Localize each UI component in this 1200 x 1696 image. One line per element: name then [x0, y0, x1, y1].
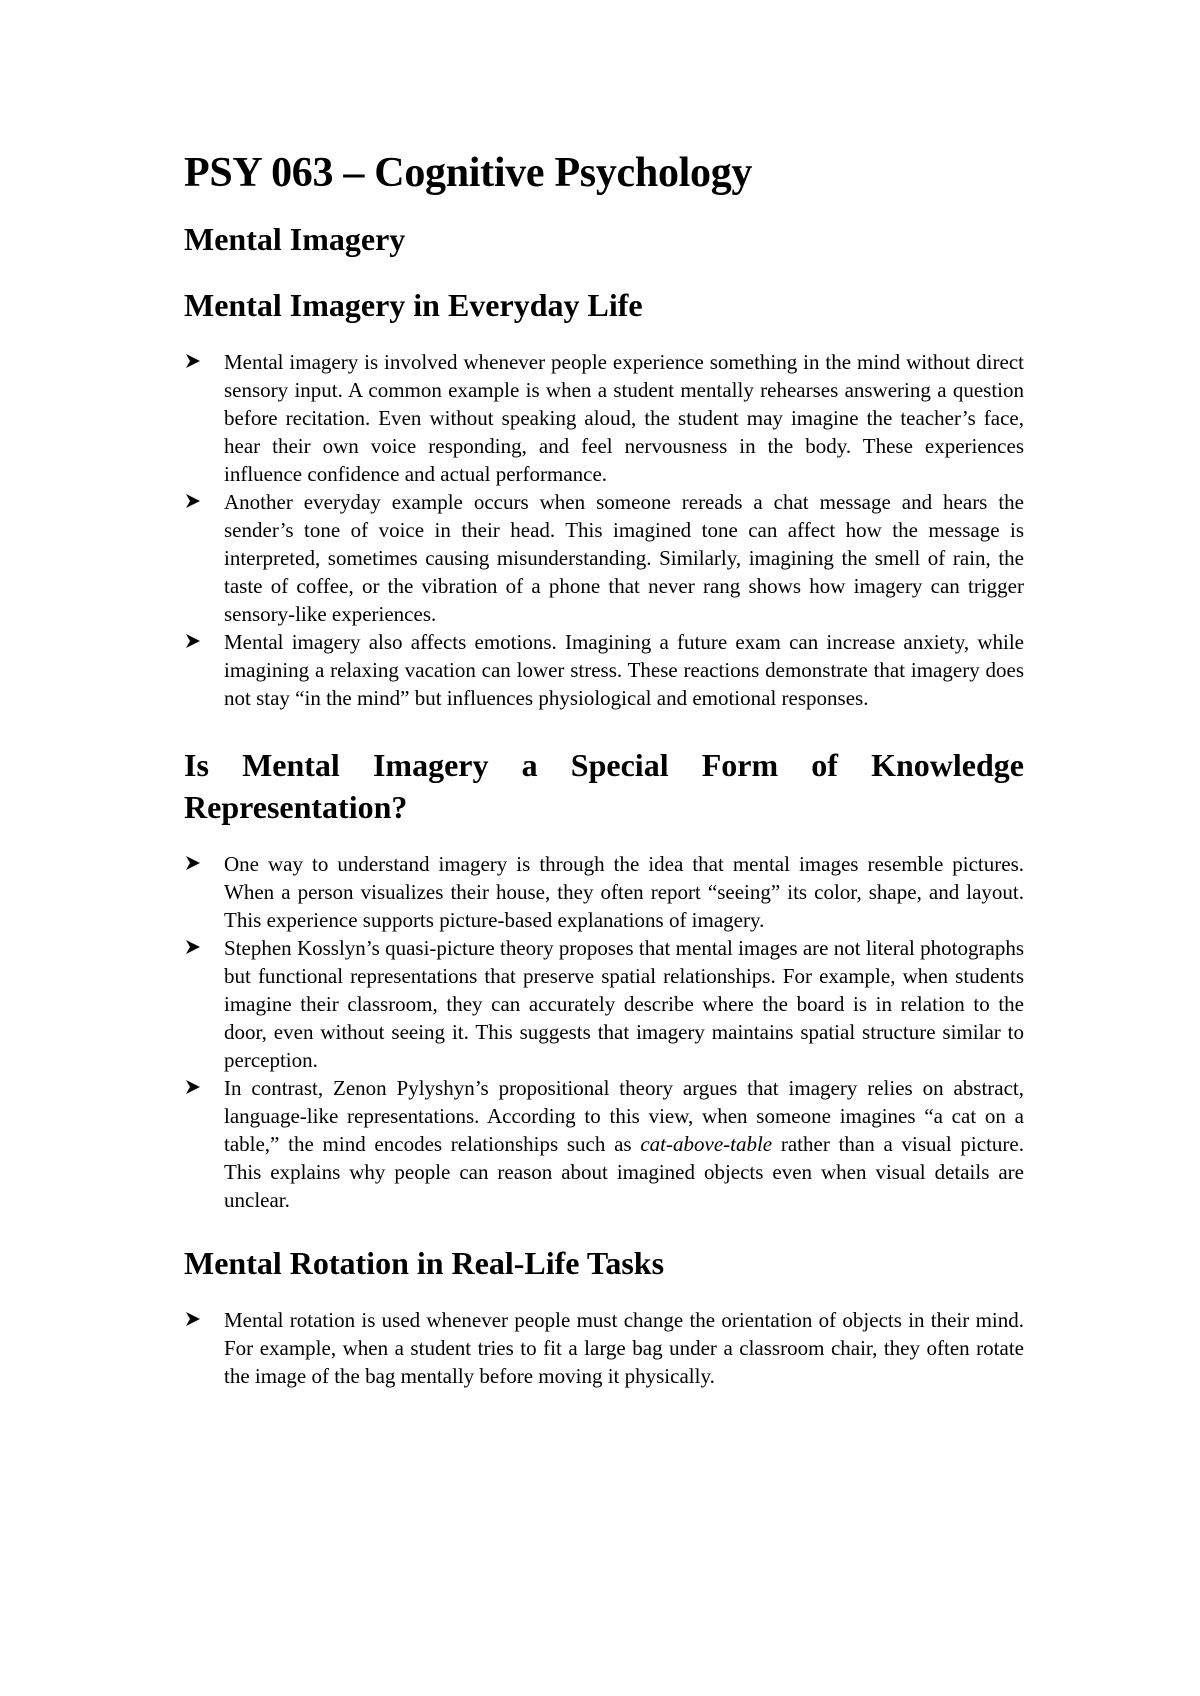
- arrowhead-bullet-icon: [185, 1306, 205, 1334]
- list-item-text: [224, 1076, 1024, 1212]
- list-item: [184, 850, 1024, 934]
- section-heading: Mental Rotation in Real-Life Tasks: [184, 1245, 665, 1281]
- section-heading: Mental Imagery in Everyday Life: [184, 287, 643, 323]
- list-item-text: Another everyday example occurs when someone rereads a chat message and hears the sender’s tone of voice in their head. This imagined tone can affect how the message is interpreted, sometimes causing misunderstanding. Similarly, imagining the smell of rain, the taste of coffee, or the vibration of a phone that never rang shows how imagery can trigger sensory-like experiences.: [224, 490, 1024, 626]
- list-item: [184, 1074, 1024, 1214]
- list-item: [184, 1306, 1024, 1390]
- list-item: [184, 934, 1024, 1074]
- bullet-list: [184, 1306, 1024, 1390]
- arrowhead-bullet-icon: [185, 850, 205, 878]
- section-everyday-life: [184, 284, 1024, 712]
- list-item: [184, 628, 1024, 712]
- document-subtitle: Mental Imagery: [184, 221, 406, 257]
- list-item-text: Stephen Kosslyn’s quasi-picture theory proposes that mental images are not literal photographs but functional representations that preserve spatial relationships. For example, when students imagine their classroom, they can accurately describe where the board is in relation to the door, even without seeing it. This suggests that imagery maintains spatial structure similar to perception.: [224, 936, 1024, 1072]
- list-item-text-after: rather than a visual picture. This explains why people can reason about imagined objects even when visual details are unclear.: [224, 1132, 1024, 1212]
- arrowhead-bullet-icon: [185, 1074, 205, 1102]
- section-heading: Is Mental Imagery a Special Form of Knowledge Representation?: [184, 747, 1024, 825]
- bullet-list: [184, 348, 1024, 712]
- section-knowledge-representation: [184, 744, 1024, 1214]
- list-item-text: Mental rotation is used whenever people must change the orientation of objects in their mind. For example, when a student tries to fit a large bag under a classroom chair, they often rotate the image of the bag mentally before moving it physically.: [224, 1308, 1024, 1388]
- list-item-text: One way to understand imagery is through the idea that mental images resemble pictures. When a person visualizes their house, they often report “seeing” its color, shape, and layout. This experience supports picture-based explanations of imagery.: [224, 852, 1024, 932]
- list-item: [184, 488, 1024, 628]
- list-item: [184, 348, 1024, 488]
- list-item-text-italic: cat-above-table: [640, 1132, 773, 1156]
- bullet-list: [184, 850, 1024, 1214]
- section-mental-rotation: [184, 1242, 1024, 1390]
- arrowhead-bullet-icon: [185, 934, 205, 962]
- document-title: PSY 063 – Cognitive Psychology: [184, 150, 753, 196]
- arrowhead-bullet-icon: [185, 488, 205, 516]
- list-item-text: Mental imagery is involved whenever people experience something in the mind without direct sensory input. A common example is when a student mentally rehearses answering a question before recitation. Even without speaking aloud, the student may imagine the teacher’s face, hear their own voice responding, and feel nervousness in the body. These experiences influence confidence and actual performance.: [224, 350, 1024, 486]
- document-page: [184, 144, 1024, 1390]
- arrowhead-bullet-icon: [185, 348, 205, 376]
- list-item-text: Mental imagery also affects emotions. Imagining a future exam can increase anxiety, while imagining a relaxing vacation can lower stress. These reactions demonstrate that imagery does not stay “in the mind” but influences physiological and emotional responses.: [224, 630, 1024, 710]
- list-item-text-before: In contrast, Zenon Pylyshyn’s propositional theory argues that imagery relies on abstract, language-like representations. According to this view, when someone imagines “a cat on a table,” the mind encodes relationships such as: [224, 1076, 1024, 1156]
- arrowhead-bullet-icon: [185, 628, 205, 656]
